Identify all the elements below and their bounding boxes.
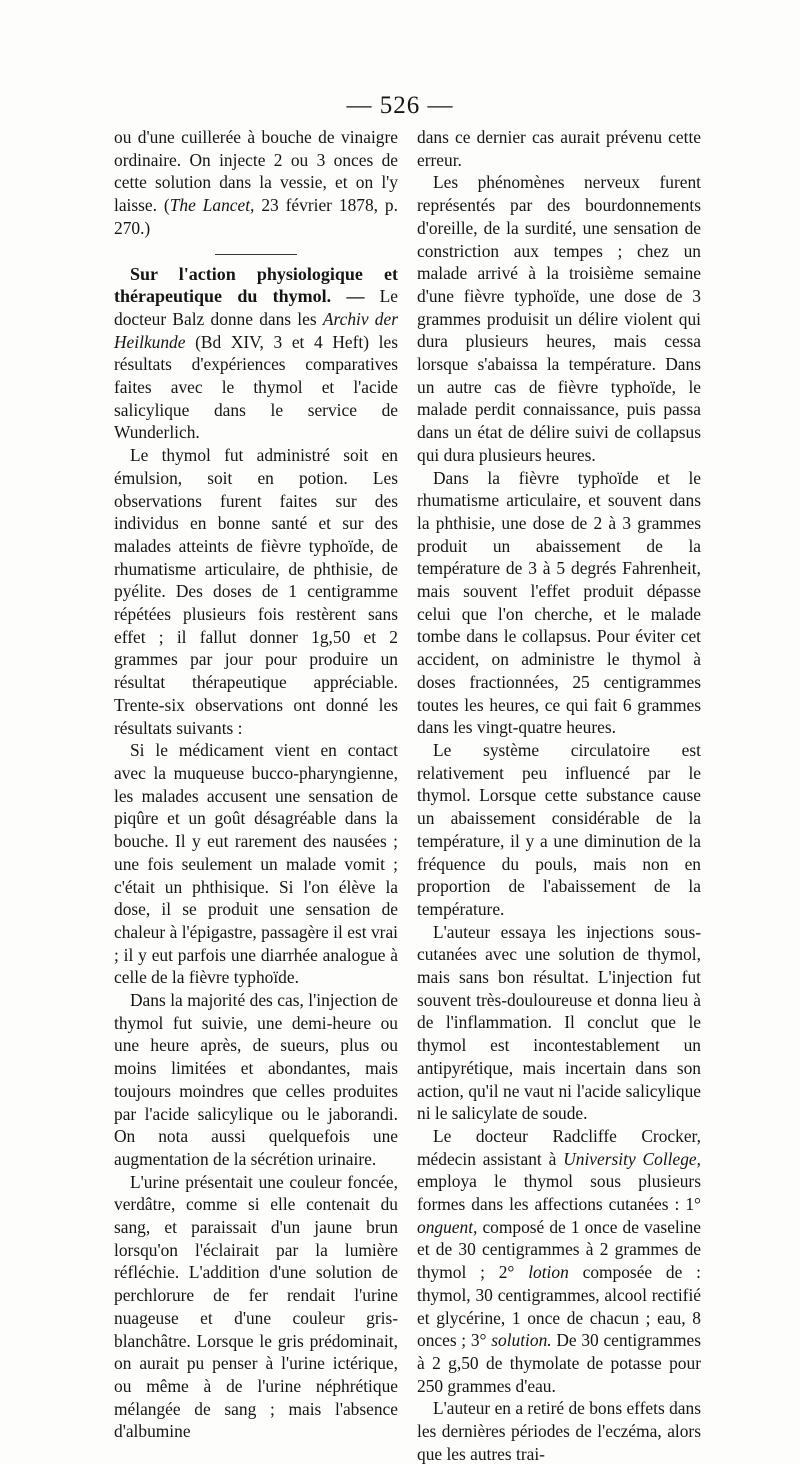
paragraph-phenomenes: Les phénomènes nerveux furent représentés par des bourdonnements d'oreille, de la surdité, une sensation de constriction aux tempes ; chez un malade arrivé à la troisième semaine d'une fièvre typhoïde, une dose de 3 grammes produisit un délire violent qui dura plusieurs heures, mais cessa lorsque s'abaissa la température. Dans un autre cas de fièvre typhoïde, le malade perdit connaissance, puis passa dans un état de délire suivi de collapsus qui dura plusieurs heures. (417, 172, 701, 465)
solution-label: solution. (491, 1330, 552, 1351)
citation-journal: The Lancet, (169, 195, 255, 216)
intro-text-a: Le docteur Balz donne dans les (114, 286, 398, 329)
crocker-text-b: employa le thymol sous plusieurs formes dans les affections cutanées : 1° (417, 1171, 701, 1215)
paragraph-last: L'auteur en a retiré de bons effets dans les dernières périodes de l'eczéma, alors que les autres trai- (417, 1398, 701, 1464)
paragraph-medicament: Si le médicament vient en contact avec la muqueuse bucco-pharyngienne, les malades accusent une sensation de piqûre et un goût désagréable dans la bouche. Il y eut rarement des nausées ; une fois seulement un malade vomit ; c'était un phthisique. Si l'on élève la dose, il se produit une sensation de chaleur à l'épigastre, passagère il est vrai ; il y eut parfois une diarrhée analogue à celle de la fièvre typhoïde. (114, 740, 398, 988)
article-intro (114, 263, 398, 445)
crocker-text-c: composé de 1 once de vaseline et de 30 centigrammes à 2 grammes de thymol ; 2° (417, 1216, 701, 1283)
citation-open: ( (163, 195, 170, 216)
left-column (114, 126, 398, 1443)
paragraph-rhumatisme: Dans la fièvre typhoïde et le rhumatisme articulaire, et souvent dans la phthisie, une dose de 2 à 3 grammes produit un abaissement de la température de 3 à 5 degrés Fahrenheit, mais souvent l'effet produit dépasse celui que l'on cherche, et le malade tombe dans le collapsus. Pour éviter cet accident, on administre le thymol à doses fractionnées, 25 centigrammes toutes les heures, ce qui fait 6 grammes dans les vingt-quatre heures. (417, 467, 701, 738)
page-number: — 526 — (346, 92, 454, 119)
crocker-text-a: Le docteur Radcliffe Crocker, médecin assistant à (417, 1125, 701, 1169)
section-divider (215, 254, 297, 255)
intro-journal: Archiv der Heilkunde (114, 308, 398, 352)
article-heading: Sur l'action physiologique et thérapeutique du thymol. — (114, 263, 398, 307)
paragraph-administration: Le thymol fut administré soit en émulsion, soit en potion. Les observations furent faites sur des individus en bonne santé et sur des malades atteints de fièvre typhoïde, de rhumatisme articulaire, de phthisie, de pyélite. Des doses de 1 centigramme répétées plusieurs fois restèrent sans effet ; il fallut donner 1g,50 et 2 grammes par jour pour produire un résultat thérapeutique appréciable. Trente-six observations ont donné les résultats suivants : (114, 445, 398, 738)
paragraph-circulatoire: Le système circulatoire est relativement peu influencé par le thymol. Lorsque cette substance cause un abaissement considérable de la température, il y a une diminution de la fréquence du pouls, mais non en proportion de l'abaissement de la température. (417, 739, 701, 919)
opening-paragraph (114, 126, 398, 240)
citation-date: 23 février 1878, p. 270.) (114, 195, 398, 238)
opening-text: ou d'une cuillerée à bouche de vinaigre ordinaire. On injecte 2 ou 3 onces de cette solution dans la vessie, et on l'y laisse. (114, 127, 398, 216)
onguent-label: onguent, (417, 1216, 478, 1237)
paragraph-majorite: Dans la majorité des cas, l'injection de thymol fut suivie, une demi-heure ou une heure après, de sueurs, plus ou moins limitées et abondantes, mais toujours moindres que celles produites par l'acide salicylique ou le jaborandi. On nota aussi quelquefois une augmentation de la sécrétion urinaire. (114, 990, 398, 1169)
crocker-text-d: composée de : thymol, 30 centigrammes, alcool rectifié et glycérine, 1 once de chacun ; eau, 8 onces ; 3° (417, 1262, 701, 1351)
crocker-college: University College, (563, 1148, 701, 1169)
paragraph-crocker (417, 1125, 701, 1397)
lotion-label: lotion (528, 1262, 569, 1283)
paragraph-urine: L'urine présentait une couleur foncée, verdâtre, comme si elle contenait du sang, et paraissait d'un jaune brun lorsqu'on l'éclairait par la lumière réfléchie. L'addition d'une solution de perchlorure de fer rendait l'urine nuageuse et d'une couleur gris-blanchâtre. Lorsque le gris prédominait, on aurait pu penser à l'urine ictérique, ou même à de l'urine néphrétique mélangée de sang ; mais l'absence d'albumine (114, 1171, 398, 1442)
crocker-text-e: De 30 centigrammes à 2 g,50 de thymolate de potasse pour 250 grammes d'eau. (417, 1330, 701, 1396)
paragraph-continuation: dans ce dernier cas aurait prévenu cette erreur. (417, 127, 701, 170)
right-column (417, 126, 701, 1465)
paragraph-injections: L'auteur essaya les injections sous-cutanées avec une solution de thymol, mais sans bon résultat. L'injection fut souvent très-douloureuse et donna lieu à de l'inflammation. Il conclut que le thymol est incontestablement un antipyrétique, mais incertain dans son action, qu'il ne vaut ni l'acide salicylique ni le salicylate de soude. (417, 921, 701, 1124)
intro-text-b: (Bd XIV, 3 et 4 Heft) les résultats d'expériences comparatives faites avec le thymol et l'acide salicylique dans le service de Wunderlich. (114, 331, 398, 443)
